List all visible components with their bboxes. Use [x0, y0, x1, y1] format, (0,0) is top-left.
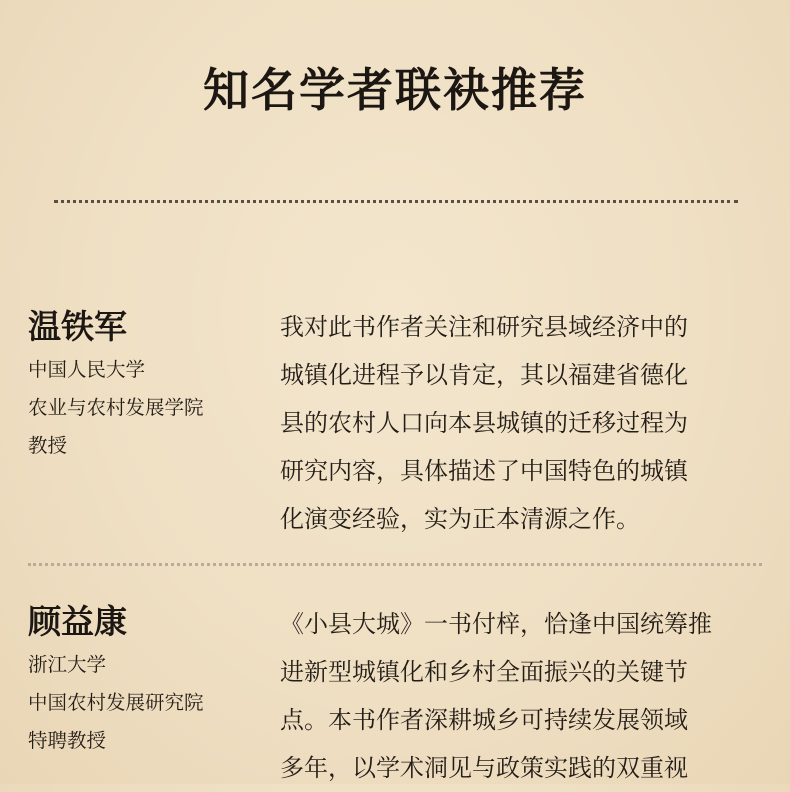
scholar-name: 顾益康: [28, 602, 127, 641]
quote-line: 我对此书作者关注和研究县域经济中的: [280, 313, 688, 341]
recommendation-quote: [280, 600, 770, 792]
quote-line: 《小县大城》一书付梓，恰逢中国统筹推: [280, 610, 712, 638]
scholar-info: [28, 307, 268, 465]
title-divider: [54, 200, 738, 203]
quote-line: 县的农村人口向本县城镇的迁移过程为: [280, 409, 688, 437]
recommendation-quote: [280, 303, 770, 543]
scholar-info: [28, 602, 268, 760]
quote-line: 多年，以学术洞见与政策实践的双重视: [280, 754, 688, 782]
scholar-position: 特聘教授: [28, 729, 107, 752]
quote-line: 研究内容，具体描述了中国特色的城镇: [280, 457, 688, 485]
scholar-affiliation-university: 中国人民大学: [28, 358, 146, 381]
page-title: 知名学者联袂推荐: [203, 63, 587, 117]
scholar-affiliation-university: 浙江大学: [28, 653, 107, 676]
scholar-position: 教授: [28, 434, 68, 457]
quote-line: 城镇化进程予以肯定，其以福建省德化: [280, 361, 688, 389]
quote-line: 化演变经验，实为正本清源之作。: [280, 505, 640, 533]
scholar-affiliation-institute: 农业与农村发展学院: [28, 396, 204, 419]
section-divider: [28, 563, 762, 566]
quote-line: 点。本书作者深耕城乡可持续发展领域: [280, 706, 688, 734]
scholar-affiliation-institute: 中国农村发展研究院: [28, 691, 204, 714]
quote-line: 进新型城镇化和乡村全面振兴的关键节: [280, 658, 688, 686]
scholar-name: 温铁军: [28, 307, 127, 346]
